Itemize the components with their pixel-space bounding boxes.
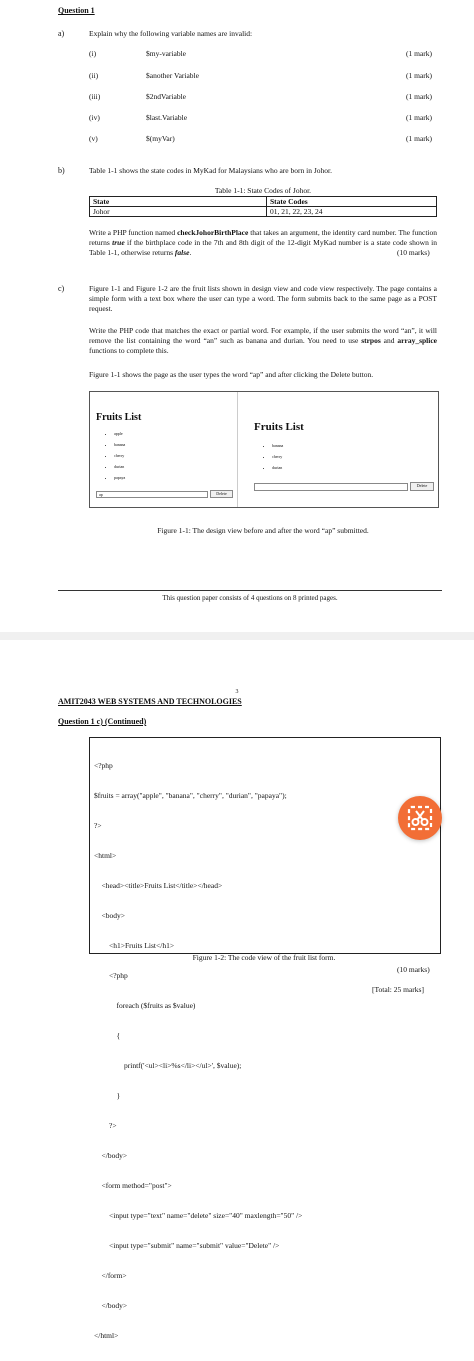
- table-header-row: [90, 197, 437, 207]
- list-item: • durian: [272, 462, 283, 473]
- code-line: </form>: [94, 1271, 127, 1280]
- figure-1-2-caption: Figure 1-2: The code view of the fruit list form.: [192, 953, 336, 962]
- code-line: ?>: [94, 821, 102, 830]
- function-name: checkJohorBirthPlace: [177, 228, 249, 237]
- false-keyword: false: [174, 248, 190, 257]
- part-c-paragraph-2: Write the PHP code that matches the exact or partial word. For example, if the user submits the word “an”, it will remove the list containing the word “an” such as banana and durian. You need to use strpos and array_splice functions to complete this.: [89, 326, 437, 355]
- fruit-list: [254, 440, 283, 473]
- item-number: (iv): [89, 113, 100, 122]
- code-line: {: [94, 1031, 121, 1040]
- code-line: <input type="text" name="delete" size="40" maxlength="50" />: [94, 1211, 303, 1220]
- total-marks: [Total: 25 marks]: [372, 985, 424, 994]
- item-number: (iii): [89, 92, 101, 101]
- code-line: printf('<ul><li>%s</li></ul>', $value);: [94, 1061, 242, 1070]
- list-item: • banana: [272, 440, 283, 451]
- figure-1-1: [89, 391, 439, 508]
- table-cell: 01, 21, 22, 23, 24: [267, 207, 437, 217]
- page-number: 3: [235, 689, 239, 695]
- code-line: <?php: [94, 971, 128, 980]
- delete-text-input[interactable]: [254, 483, 408, 491]
- code-line: <body>: [94, 911, 125, 920]
- item-marks: (1 mark): [406, 113, 433, 122]
- item-number: (i): [89, 49, 97, 58]
- item-marks: (1 mark): [406, 92, 433, 101]
- delete-button[interactable]: Delete: [210, 490, 233, 498]
- question-title: Question 1: [58, 6, 95, 15]
- list-item: • durian: [114, 461, 125, 472]
- code-line: }: [94, 1091, 121, 1100]
- part-a-prompt: Explain why the following variable names are invalid:: [89, 29, 253, 38]
- part-b-marks: (10 marks): [397, 248, 430, 257]
- variable-name: $my-variable: [146, 49, 186, 58]
- list-item: • banana: [114, 439, 125, 450]
- code-line: ?>: [94, 1121, 117, 1130]
- true-keyword: true: [112, 238, 125, 247]
- item-marks: (1 mark): [406, 49, 433, 58]
- item-number: (v): [89, 134, 98, 143]
- item-marks: (1 mark): [406, 71, 433, 80]
- code-line: </body>: [94, 1301, 128, 1310]
- variable-name: $last.Variable: [146, 113, 188, 122]
- code-block: [94, 741, 302, 1361]
- part-b-label: b): [58, 166, 65, 175]
- state-codes-table: [89, 196, 437, 217]
- part-c-label: c): [58, 284, 65, 293]
- table-header: State: [90, 197, 267, 207]
- design-view-before: [90, 392, 238, 507]
- list-item: • papaya: [114, 472, 125, 483]
- part-c-marks: (10 marks): [397, 965, 430, 974]
- code-line: <head><title>Fruits List</title></head>: [94, 881, 223, 890]
- code-line: </html>: [94, 1331, 119, 1340]
- figure-1-1-caption: Figure 1-1: The design view before and after the word “ap” submitted.: [157, 526, 369, 535]
- list-item: • cherry: [272, 451, 283, 462]
- table-cell: Johor: [90, 207, 267, 217]
- code-line: $fruits = array("apple", "banana", "cherry", "durian", "papaya");: [94, 791, 287, 800]
- code-line: <h1>Fruits List</h1>: [94, 941, 175, 950]
- scissors-crop-icon: [398, 796, 442, 840]
- part-c-paragraph-3: Figure 1-1 shows the page as the user types the word “ap” and after clicking the Delete button.: [89, 370, 374, 379]
- list-item: • cherry: [114, 450, 125, 461]
- fruits-list-heading: Fruits List: [254, 421, 304, 433]
- part-b-intro: Table 1-1 shows the state codes in MyKad for Malaysians who are born in Johor.: [89, 166, 332, 175]
- item-number: (ii): [89, 71, 99, 80]
- code-line: </body>: [94, 1151, 128, 1160]
- course-header: AMIT2043 WEB SYSTEMS AND TECHNOLOGIES: [58, 697, 242, 706]
- page-separator: [0, 632, 474, 640]
- section-title: Question 1 c) (Continued): [58, 717, 147, 726]
- delete-text-input[interactable]: ap: [96, 491, 208, 498]
- fruit-list: [96, 428, 125, 483]
- table-caption: Table 1-1: State Codes of Johor.: [214, 186, 312, 195]
- table-header: State Codes: [267, 197, 437, 207]
- part-b-task: Write a PHP function named checkJohorBirthPlace that takes an argument, the identity card number. The function returns true if the birthplace code in the 7th and 8th digit of the 12-digit MyKad number is a state code shown in Table 1-1, otherwise returns false.: [89, 228, 438, 257]
- variable-name: $another Variable: [146, 71, 199, 80]
- variable-name: $2ndVariable: [146, 92, 186, 101]
- page-footer: This question paper consists of 4 questions on 8 printed pages.: [162, 594, 338, 602]
- code-line: foreach ($fruits as $value): [94, 1001, 196, 1010]
- code-line: <html>: [94, 851, 117, 860]
- code-line: <form method="post">: [94, 1181, 172, 1190]
- code-line: <input type="submit" name="submit" value="Delete" />: [94, 1241, 280, 1250]
- table-row: [90, 207, 437, 217]
- footer-divider: [58, 590, 442, 591]
- code-line: <?php: [94, 761, 113, 770]
- part-c-paragraph-1: Figure 1-1 and Figure 1-2 are the fruit lists shown in design view and code view respectively. The page contains a simple form with a text box where the user can type a word. The form submits back to the same page as a POST request.: [89, 284, 437, 313]
- variable-name: $(myVar): [146, 134, 175, 143]
- crop-action-button[interactable]: [398, 796, 442, 840]
- array-splice-keyword: array_splice: [397, 336, 437, 345]
- delete-button[interactable]: Delete: [410, 482, 434, 491]
- design-view-after: [249, 392, 438, 507]
- item-marks: (1 mark): [406, 134, 433, 143]
- part-a-label: a): [58, 29, 65, 38]
- list-item: • apple: [114, 428, 125, 439]
- fruits-list-heading: Fruits List: [96, 412, 142, 423]
- strpos-keyword: strpos: [361, 336, 381, 345]
